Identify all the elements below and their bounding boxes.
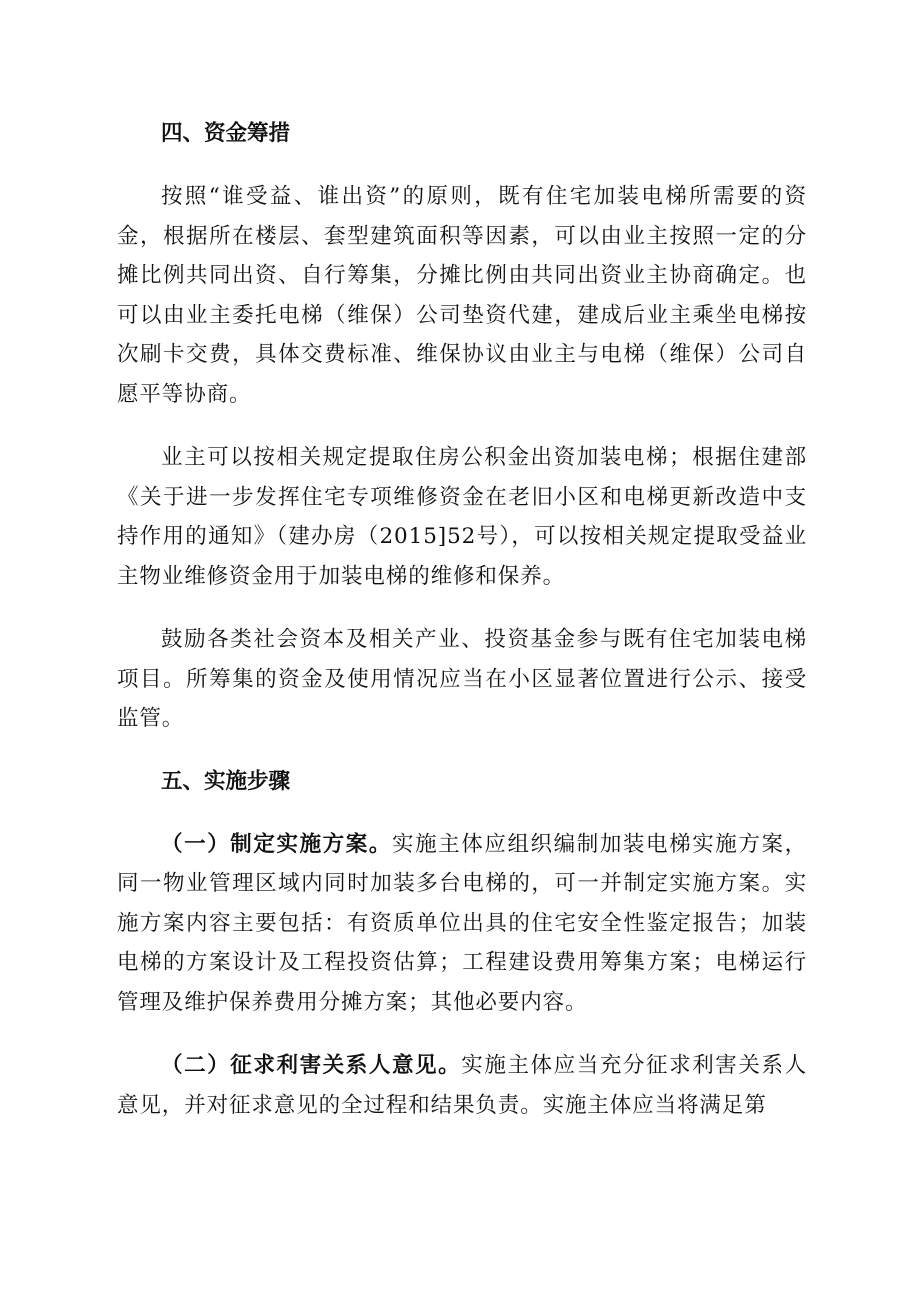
document-page bbox=[117, 112, 807, 1125]
section-heading-funding: 四、资金筹措 bbox=[161, 121, 291, 146]
section-heading-implementation: 五、实施步骤 bbox=[161, 768, 291, 794]
paragraph-provident-fund: 业主可以按相关规定提取住房公积金出资加装电梯；根据住建部《关于进一步发挥住宅专项维修资金在老旧小区和电梯更新改造中支持作用的通知》（建办房（2015]52号），可以按相关规定提取受益业主物业维修资金用于加装电梯的维修和保养。 bbox=[117, 445, 807, 589]
step-text-plan: 实施主体应组织编制加装电梯实施方案，同一物业管理区域内同时加装多台电梯的，可一并制定实施方案。实施方案内容主要包括：有资质单位出具的住宅安全性鉴定报告；加装电梯的方案设计及工程投资估算；工程建设费用筹集方案；电梯运行管理及维护保养费用分摊方案；其他必要内容。 bbox=[117, 831, 807, 1015]
step-lead-plan: （一）制定实施方案。 bbox=[161, 831, 392, 857]
paragraph-funding-principle: 按照“谁受益、谁出资”的原则，既有住宅加装电梯所需要的资金，根据所在楼层、套型建筑面积等因素，可以由业主按照一定的分摊比例共同出资、自行筹集，分摊比例由共同出资业主协商确定。也可以由业主委托电梯（维保）公司垫资代建，建成后业主乘坐电梯按次刷卡交费，具体交费标准、维保协议由业主与电梯（维保）公司自愿平等协商。 bbox=[117, 184, 807, 407]
step-text-consultation: 实施主体应当充分征求利害关系人意见，并对征求意见的全过程和结果负责。实施主体应当将满足第 bbox=[117, 1053, 807, 1118]
step-item-consultation bbox=[117, 1046, 807, 1125]
step-item-plan bbox=[117, 825, 807, 1023]
step-lead-consultation: （二）征求利害关系人意见。 bbox=[161, 1053, 462, 1078]
paragraph-social-capital: 鼓励各类社会资本及相关产业、投资基金参与既有住宅加装电梯项目。所筹集的资金及使用情况应当在小区显著位置进行公示、接受监管。 bbox=[117, 627, 807, 731]
